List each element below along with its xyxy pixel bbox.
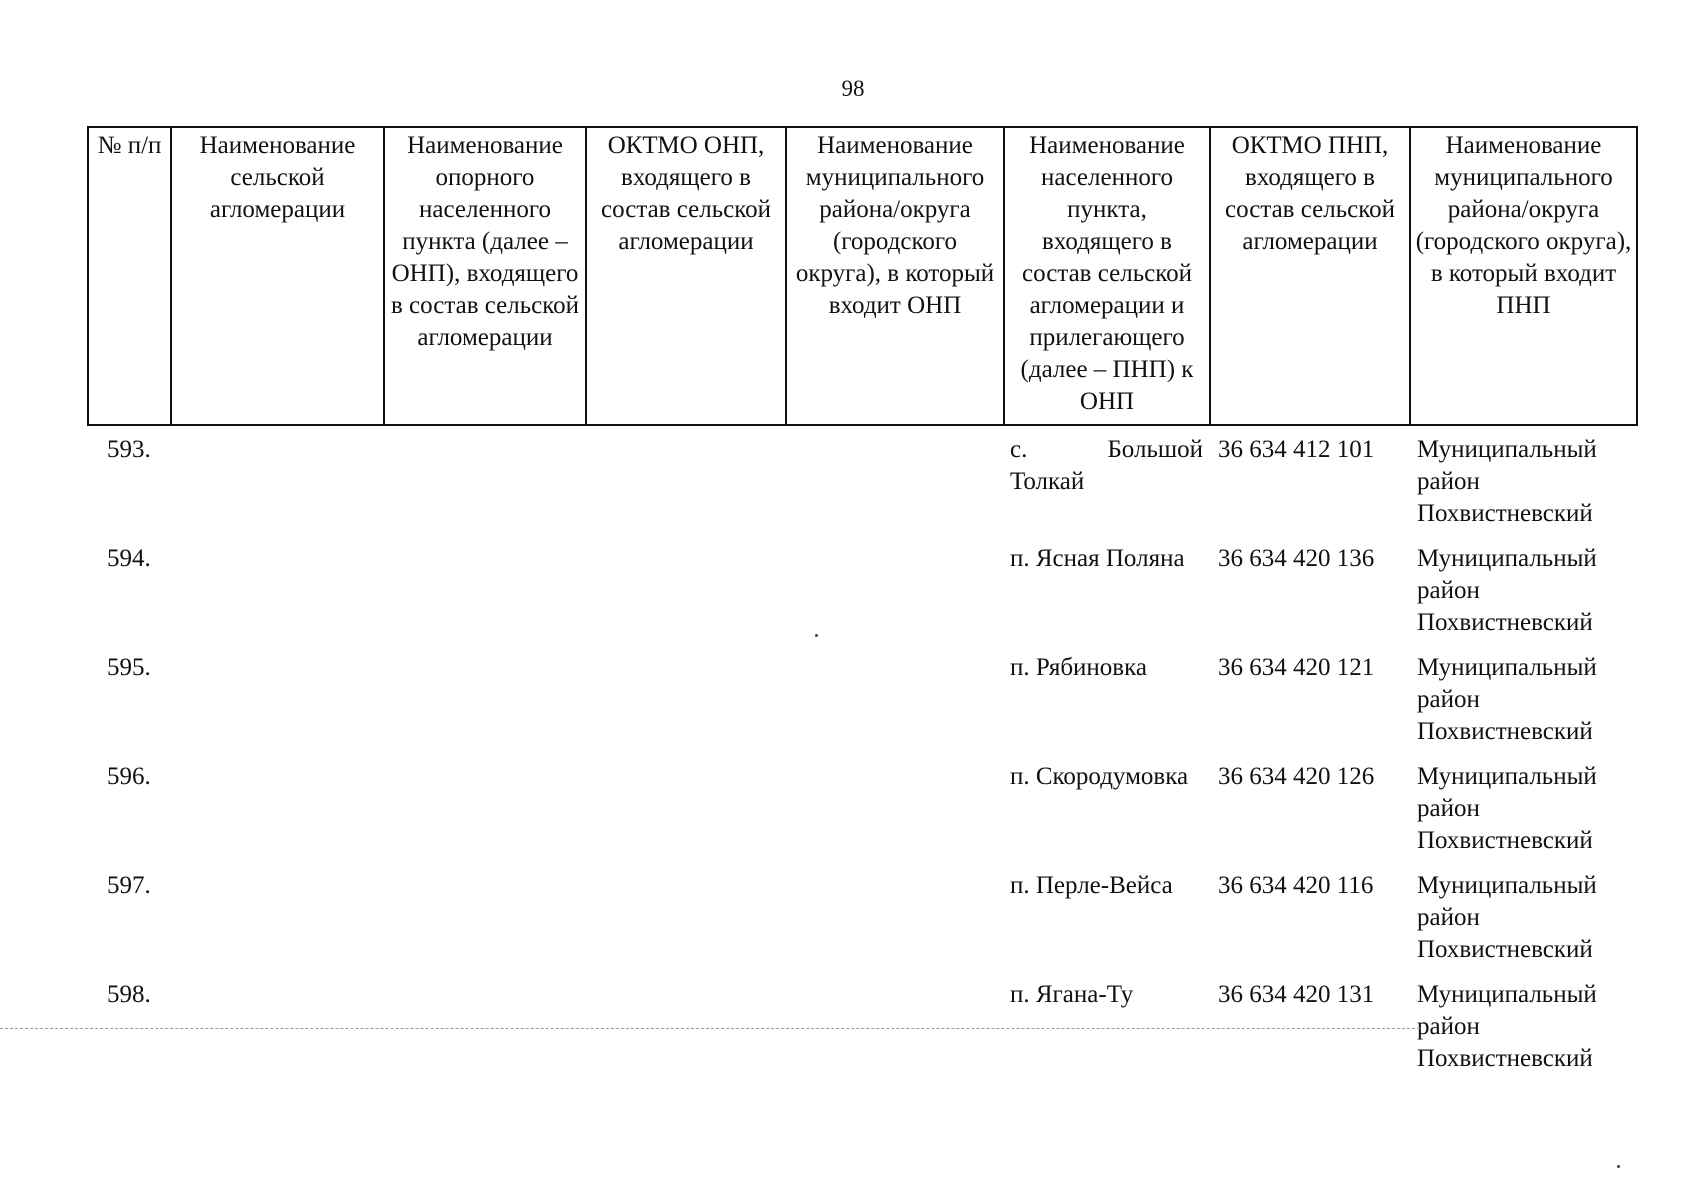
table-row [87,652,1636,761]
row-number: 593. [107,436,151,463]
settlement-district: Муниципальный район Похвистневский [1417,981,1597,1072]
settlement-district: Муниципальный район Похвистневский [1417,436,1597,527]
header-adjacent-settlement-oktmo: ОКТМО ПНП, входящего в состав сельской агломерации [1210,127,1410,425]
settlement-oktmo: 36 634 420 136 [1218,545,1375,572]
settlement-district: Муниципальный район Похвистневский [1417,763,1597,854]
table-row [87,543,1636,652]
table-header [87,126,1638,426]
scan-artifact-dot [815,634,818,637]
settlement-name: п. Скородумовка [1010,763,1189,790]
settlement-oktmo: 36 634 420 131 [1218,981,1375,1008]
header-base-settlement-district: Наименование муниципального района/округа (городского округа), в который входит ОНП [786,127,1004,425]
header-base-settlement-name: Наименование опорного населенного пункта (далее – ОНП), входящего в состав сельской агломерации [384,127,586,425]
row-number: 595. [107,654,151,681]
settlement-oktmo: 36 634 420 126 [1218,763,1375,790]
settlement-district: Муниципальный район Похвистневский [1417,654,1597,745]
header-adjacent-settlement-name: Наименование населенного пункта, входящего в состав сельской агломерации и прилегающего (далее – ПНП) к ОНП [1004,127,1210,425]
row-number: 597. [107,872,151,899]
settlement-oktmo: 36 634 412 101 [1218,436,1375,463]
table-row [87,979,1636,1088]
header-adjacent-settlement-district: Наименование муниципального района/округа (городского округа), в который входит ПНП [1410,127,1637,425]
settlement-district: Муниципальный район Похвистневский [1417,545,1597,636]
settlement-name: п. Ясная Поляна [1010,545,1185,572]
header-agglomeration-name: Наименование сельской агломерации [171,127,384,425]
row-number: 596. [107,763,151,790]
table-row [87,761,1636,870]
settlement-name: п. Рябиновка [1010,654,1147,681]
row-number: 598. [107,981,151,1008]
scan-artifact-line [0,1028,1420,1029]
table-row [87,870,1636,979]
settlement-district: Муниципальный район Похвистневский [1417,872,1597,963]
settlement-name: с. Большой Толкай [1010,436,1203,495]
settlement-name: п. Перле-Вейса [1010,872,1173,899]
table-body [87,434,1636,1088]
settlement-oktmo: 36 634 420 116 [1218,872,1374,899]
header-base-settlement-oktmo: ОКТМО ОНП, входящего в состав сельской агломерации [586,127,786,425]
header-number: № п/п [88,127,171,425]
settlement-oktmo: 36 634 420 121 [1218,654,1375,681]
table-row [87,434,1636,543]
scan-artifact-dot [1617,1165,1620,1168]
settlement-name: п. Ягана-Ту [1010,981,1134,1008]
page-number: 98 [841,76,865,101]
row-number: 594. [107,545,151,572]
